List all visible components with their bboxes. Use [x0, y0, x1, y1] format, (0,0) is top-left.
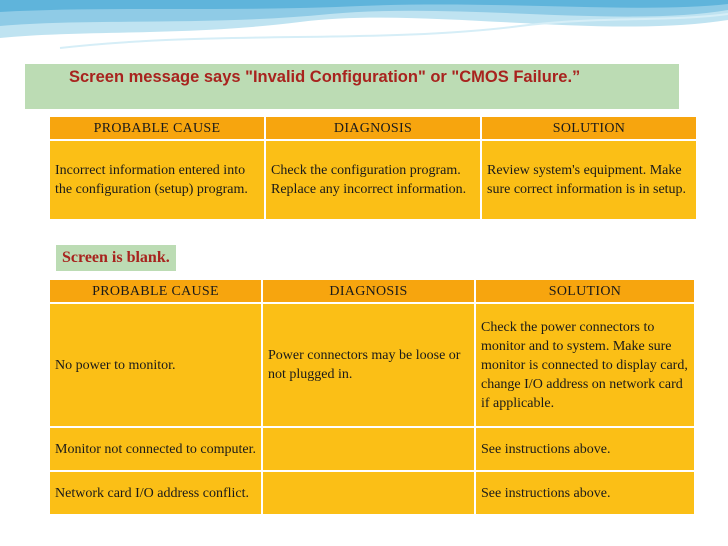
- header-probable-cause: PROBABLE CAUSE: [49, 116, 265, 140]
- header-diagnosis: DIAGNOSIS: [262, 279, 475, 303]
- table-row: [49, 140, 697, 220]
- header-solution: SOLUTION: [481, 116, 697, 140]
- cell-cause: Network card I/O address conflict.: [49, 471, 262, 515]
- cell-cause: Incorrect information entered into the configuration (setup) program.: [49, 140, 265, 220]
- section-label-screen-blank: Screen is blank.: [56, 245, 176, 271]
- cell-solution: Review system's equipment. Make sure correct information is in setup.: [481, 140, 697, 220]
- cell-cause: Monitor not connected to computer.: [49, 427, 262, 471]
- table-row: [49, 427, 695, 471]
- screen-blank-table: [48, 278, 696, 516]
- cell-diagnosis: Check the configuration program. Replace any incorrect information.: [265, 140, 481, 220]
- table-row: [49, 471, 695, 515]
- header-wave-decoration: [0, 0, 728, 60]
- cell-cause: No power to monitor.: [49, 303, 262, 427]
- cell-solution: See instructions above.: [475, 471, 695, 515]
- invalid-config-table: [48, 115, 698, 221]
- header-diagnosis: DIAGNOSIS: [265, 116, 481, 140]
- table-header-row: [49, 279, 695, 303]
- cell-diagnosis: Power connectors may be loose or not plugged in.: [262, 303, 475, 427]
- header-probable-cause: PROBABLE CAUSE: [49, 279, 262, 303]
- header-solution: SOLUTION: [475, 279, 695, 303]
- table-row: [49, 303, 695, 427]
- cell-solution: See instructions above.: [475, 427, 695, 471]
- slide-title: Screen message says "Invalid Configuration" or "CMOS Failure.”: [69, 68, 581, 86]
- cell-solution: Check the power connectors to monitor and to system. Make sure monitor is connected to display card, change I/O address on network card if applicable.: [475, 303, 695, 427]
- table-header-row: [49, 116, 697, 140]
- slide-title-banner: [25, 64, 679, 109]
- cell-diagnosis: [262, 427, 475, 471]
- cell-diagnosis: [262, 471, 475, 515]
